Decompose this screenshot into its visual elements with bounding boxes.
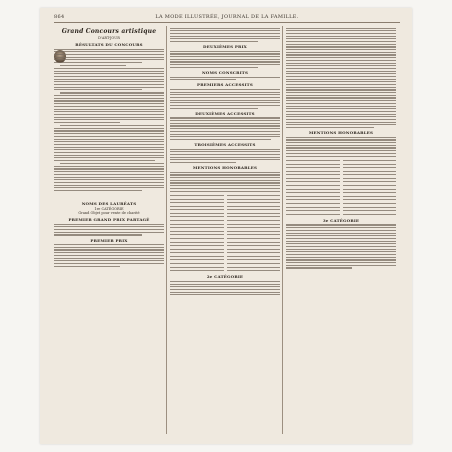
- page-number: 864: [54, 14, 65, 20]
- prize-list: [170, 89, 280, 109]
- prize-list: [286, 28, 396, 129]
- column-divider: [282, 26, 283, 434]
- text-paragraph: [54, 65, 164, 90]
- prize-list: [170, 51, 280, 68]
- section-heading: 2e CATÉGORIE: [206, 274, 244, 280]
- prize-list: [170, 77, 280, 81]
- prize-heading: PREMIER GRAND PRIX PARTAGÉ: [68, 217, 150, 223]
- page-header: [54, 14, 400, 23]
- newspaper-page: [40, 8, 412, 444]
- section-heading: PREMIERS ACCESSITS: [197, 82, 253, 88]
- prize-list: [170, 28, 280, 43]
- prize-list: [170, 149, 280, 164]
- prize-list: [170, 172, 280, 192]
- prize-heading: PREMIER PRIX: [90, 237, 128, 243]
- section-heading: TROISIÈMES ACCESSITS: [194, 142, 256, 147]
- results-heading: RÉSULTATS DU CONCOURS: [75, 42, 143, 47]
- category-description: Grand Objet pour vente de charité: [78, 211, 140, 216]
- section-heading: 3e CATÉGORIE: [322, 217, 360, 223]
- prize-list: [54, 244, 164, 267]
- prize-list: [54, 224, 164, 236]
- journal-title: LA MODE ILLUSTRÉE, JOURNAL DE LA FAMILLE.: [155, 14, 299, 20]
- prize-list: [170, 117, 280, 140]
- section-heading: DEUXIÈMES ACCESSITS: [195, 110, 255, 116]
- prize-list: [286, 224, 396, 268]
- column-2: [170, 26, 280, 436]
- name-list-small: [286, 159, 396, 216]
- name-list-small: [170, 194, 280, 273]
- prize-list: [286, 137, 396, 157]
- contest-title: Grand Concours artistique: [61, 28, 157, 35]
- column-1: [54, 26, 164, 436]
- section-heading: DEUXIÈMES PRIX: [203, 44, 247, 50]
- laureates-heading: NOMS DES LAURÉATS: [81, 201, 137, 207]
- intro-paragraph: [54, 49, 164, 64]
- contest-subtitle: D'ART-JOUR: [98, 36, 120, 40]
- text-paragraph: [54, 125, 164, 161]
- section-heading: MENTIONS HONORABLES: [308, 130, 374, 136]
- section-heading: NOMS CONSCRITS: [201, 69, 249, 75]
- column-3: [286, 26, 396, 436]
- prize-list: [170, 281, 280, 296]
- text-paragraph: [54, 163, 164, 191]
- column-divider: [166, 26, 167, 434]
- text-paragraph: [54, 92, 164, 123]
- category-label: 1re CATÉGORIE: [94, 207, 124, 212]
- section-heading: MENTIONS HONORABLES: [192, 165, 258, 171]
